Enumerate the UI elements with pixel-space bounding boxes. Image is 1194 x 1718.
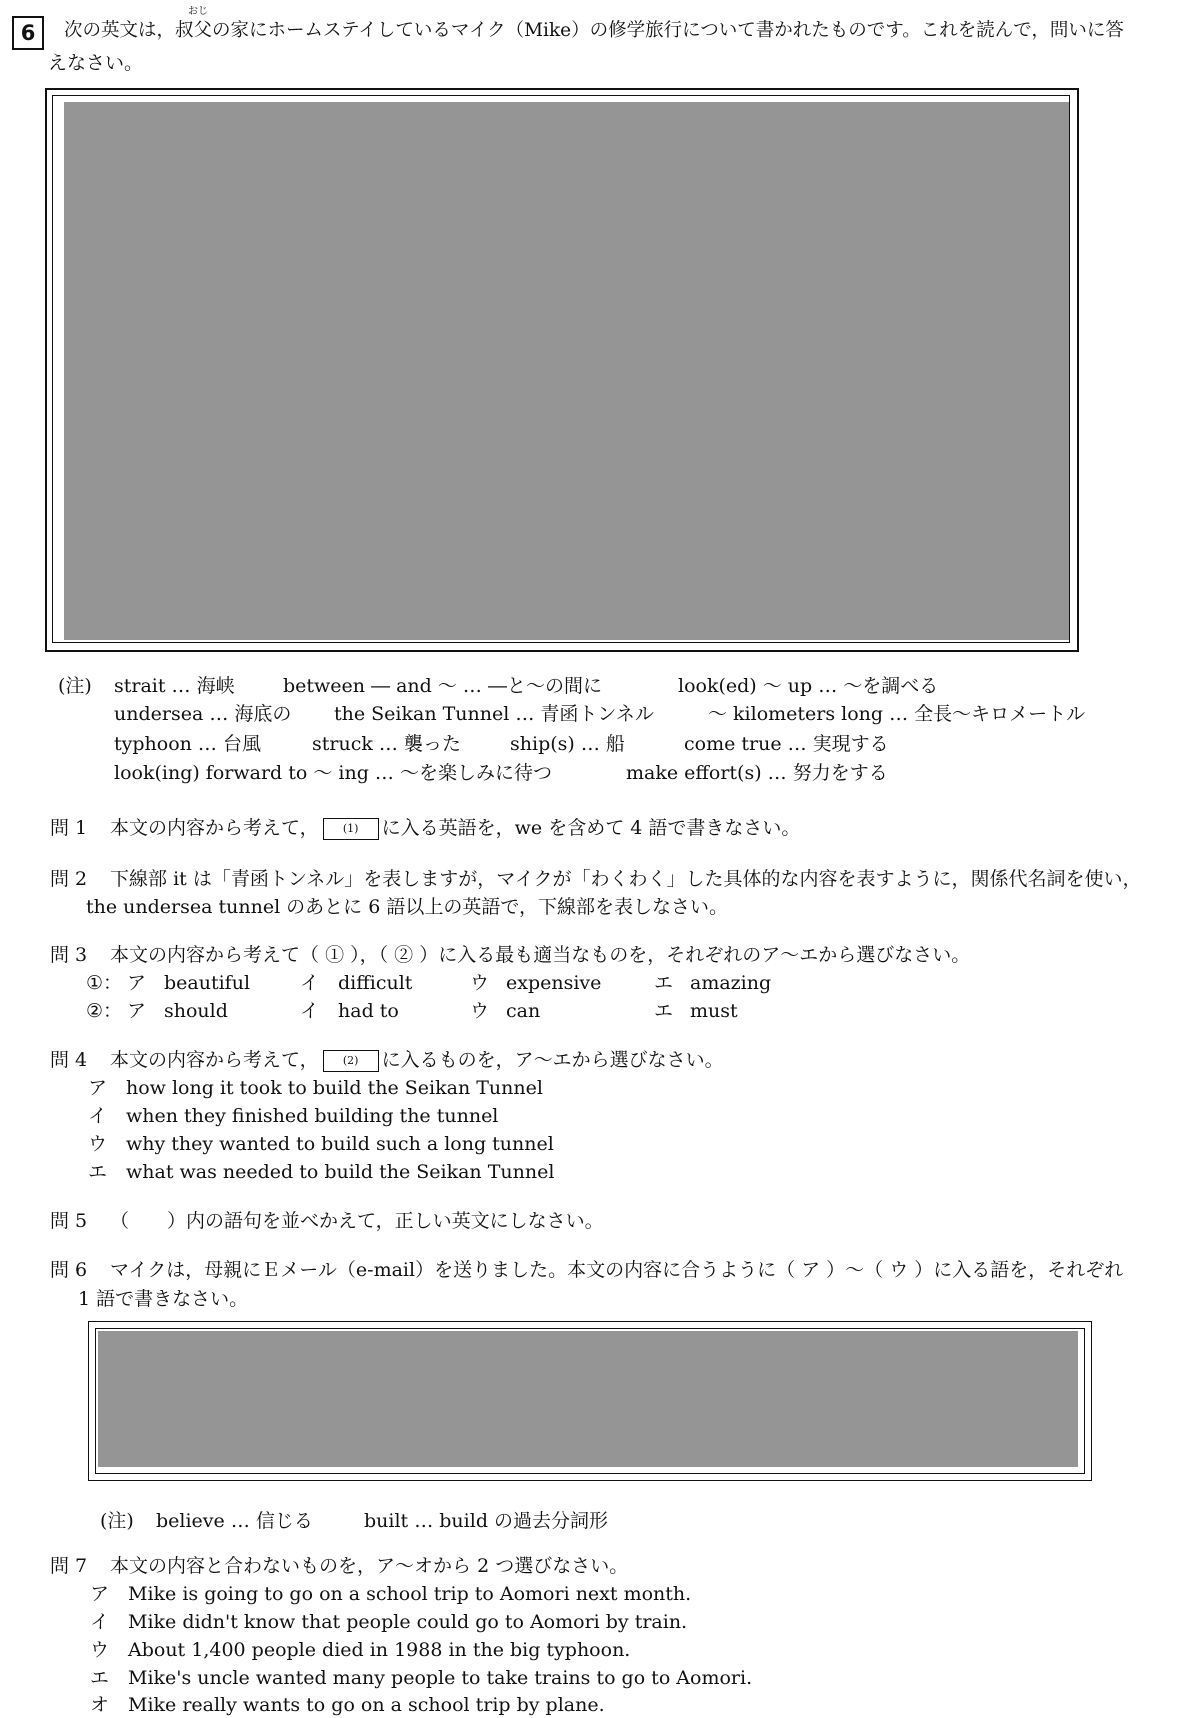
choice-mark: イ bbox=[300, 972, 320, 994]
note-item: ～ kilometers long … 全長～キロメートル bbox=[708, 703, 1086, 725]
note-item: come true … 実現する bbox=[684, 733, 889, 755]
q4 bbox=[50, 1047, 724, 1073]
q4-choice[interactable] bbox=[88, 1159, 554, 1185]
q2-line1: 下線部 it は「青函トンネル」を表しますが，マイクが「わくわく」した具体的な内容を表すように，関係代名詞を使い， bbox=[110, 868, 1142, 890]
choice-text[interactable]: must bbox=[690, 1000, 738, 1022]
q7-label: 問 7 bbox=[50, 1555, 88, 1577]
q1-text-before: 本文の内容から考えて， bbox=[110, 817, 319, 839]
choice-text[interactable]: difficult bbox=[338, 972, 413, 994]
choice-text: Mike's uncle wanted many people to take trains to go to Aomori. bbox=[128, 1667, 753, 1689]
choice-mark: ウ bbox=[90, 1639, 110, 1661]
question-number: 6 bbox=[12, 16, 44, 50]
intro-line2: えなさい。 bbox=[48, 52, 144, 74]
choice-mark: エ bbox=[654, 972, 674, 994]
q7 bbox=[50, 1553, 628, 1579]
note-item: struck … 襲った bbox=[312, 733, 461, 755]
choice-mark: イ bbox=[300, 1000, 320, 1022]
passage-redacted bbox=[64, 102, 1069, 640]
q4-choice[interactable] bbox=[88, 1131, 554, 1157]
q1-blank: (1) bbox=[323, 818, 379, 840]
choice-text: why they wanted to build such a long tunnel bbox=[126, 1133, 554, 1155]
q6-line2: 1 語で書きなさい。 bbox=[78, 1288, 249, 1310]
q4-text-before: 本文の内容から考えて， bbox=[110, 1049, 319, 1071]
note-item: look(ing) forward to ～ ing … ～を楽しみに待つ bbox=[114, 762, 552, 784]
ruby-oji: おじ bbox=[188, 6, 208, 17]
q2-line2: the undersea tunnel のあとに 6 語以上の英語で，下線部を表しなさい。 bbox=[86, 896, 728, 918]
choice-mark: エ bbox=[90, 1667, 110, 1689]
notes1-label: (注) bbox=[58, 675, 92, 697]
note-item: built … build の過去分詞形 bbox=[364, 1510, 609, 1532]
q1-label: 問 1 bbox=[50, 817, 88, 839]
choice-mark: ウ bbox=[470, 972, 490, 994]
q3 bbox=[50, 942, 970, 968]
choice-mark: ア bbox=[127, 972, 147, 994]
q4-text-after: に入るものを，ア～エから選びなさい。 bbox=[381, 1049, 724, 1071]
q7-choice[interactable] bbox=[90, 1637, 630, 1663]
choice-mark: ア bbox=[88, 1077, 108, 1099]
note-item: between ― and ～ … ―と～の間に bbox=[283, 675, 602, 697]
note-item: undersea … 海底の bbox=[114, 703, 292, 725]
choice-text[interactable]: beautiful bbox=[164, 972, 251, 994]
q1 bbox=[50, 815, 800, 841]
note-item: look(ed) ～ up … ～を調べる bbox=[678, 675, 939, 697]
choice-text: when they finished building the tunnel bbox=[126, 1105, 499, 1127]
q6-line1: マイクは，母親にＥメール（e-mail）を送りました。本文の内容に合うように（ ア ）～（ ウ ）に入る語を，それぞれ bbox=[110, 1259, 1124, 1281]
q6-label: 問 6 bbox=[50, 1259, 88, 1281]
choice-text: how long it took to build the Seikan Tunnel bbox=[126, 1077, 543, 1099]
note-item: the Seikan Tunnel … 青函トンネル bbox=[334, 703, 654, 725]
q3-row1-num: ①： bbox=[86, 972, 123, 994]
q5-text: （ ）内の語句を並べかえて，正しい英文にしなさい。 bbox=[110, 1210, 604, 1232]
q2 bbox=[50, 866, 1142, 892]
q7-text: 本文の内容と合わないものを，ア～オから 2 つ選びなさい。 bbox=[110, 1555, 629, 1577]
choice-mark: ア bbox=[90, 1583, 110, 1605]
note-item: strait … 海峡 bbox=[114, 675, 235, 697]
q4-blank: (2) bbox=[323, 1050, 379, 1072]
choice-mark: ウ bbox=[88, 1133, 108, 1155]
choice-text: what was needed to build the Seikan Tunnel bbox=[126, 1161, 555, 1183]
choice-text[interactable]: amazing bbox=[690, 972, 772, 994]
q1-text-after: に入る英語を，we を含めて 4 語で書きなさい。 bbox=[381, 817, 801, 839]
q5-label: 問 5 bbox=[50, 1210, 88, 1232]
q2-label: 問 2 bbox=[50, 868, 88, 890]
choice-text: Mike didn't know that people could go to Aomori by train. bbox=[128, 1611, 688, 1633]
choice-text[interactable]: expensive bbox=[506, 972, 602, 994]
q7-choice[interactable] bbox=[90, 1692, 605, 1718]
choice-mark: オ bbox=[90, 1694, 110, 1716]
email-redacted bbox=[98, 1331, 1078, 1467]
choice-mark: イ bbox=[90, 1611, 110, 1633]
q4-choice[interactable] bbox=[88, 1075, 543, 1101]
note-item: ship(s) … 船 bbox=[510, 733, 625, 755]
q5 bbox=[50, 1208, 604, 1234]
q3-text: 本文の内容から考えて（ ① ），（ ② ）に入る最も適当なものを，それぞれのア～エから選びなさい。 bbox=[110, 944, 971, 966]
choice-text[interactable]: had to bbox=[338, 1000, 399, 1022]
q3-label: 問 3 bbox=[50, 944, 88, 966]
note-item: believe … 信じる bbox=[156, 1510, 313, 1532]
choice-mark: ウ bbox=[470, 1000, 490, 1022]
choice-text: Mike is going to go on a school trip to Aomori next month. bbox=[128, 1583, 692, 1605]
choice-mark: イ bbox=[88, 1105, 108, 1127]
notes2-label: (注) bbox=[100, 1510, 134, 1532]
intro-line1: 次の英文は，叔父の家にホームステイしているマイク（Mike）の修学旅行について書かれたものです。これを読んで，問いに答 bbox=[64, 20, 1124, 41]
q7-choice[interactable] bbox=[90, 1665, 752, 1691]
q4-label: 問 4 bbox=[50, 1049, 88, 1071]
q7-choice[interactable] bbox=[90, 1581, 691, 1607]
choice-mark: エ bbox=[654, 1000, 674, 1022]
choice-text: Mike really wants to go on a school trip by plane. bbox=[128, 1694, 605, 1716]
choice-mark: エ bbox=[88, 1161, 108, 1183]
note-item: typhoon … 台風 bbox=[114, 733, 261, 755]
choice-text: About 1,400 people died in 1988 in the big typhoon. bbox=[128, 1639, 631, 1661]
choice-text[interactable]: should bbox=[164, 1000, 228, 1022]
q4-choice[interactable] bbox=[88, 1103, 498, 1129]
q7-choice[interactable] bbox=[90, 1609, 687, 1635]
note-item: make effort(s) … 努力をする bbox=[626, 762, 888, 784]
choice-mark: ア bbox=[127, 1000, 147, 1022]
q3-row2-num: ②： bbox=[86, 1000, 123, 1022]
choice-text[interactable]: can bbox=[506, 1000, 541, 1022]
q6 bbox=[50, 1257, 1123, 1283]
